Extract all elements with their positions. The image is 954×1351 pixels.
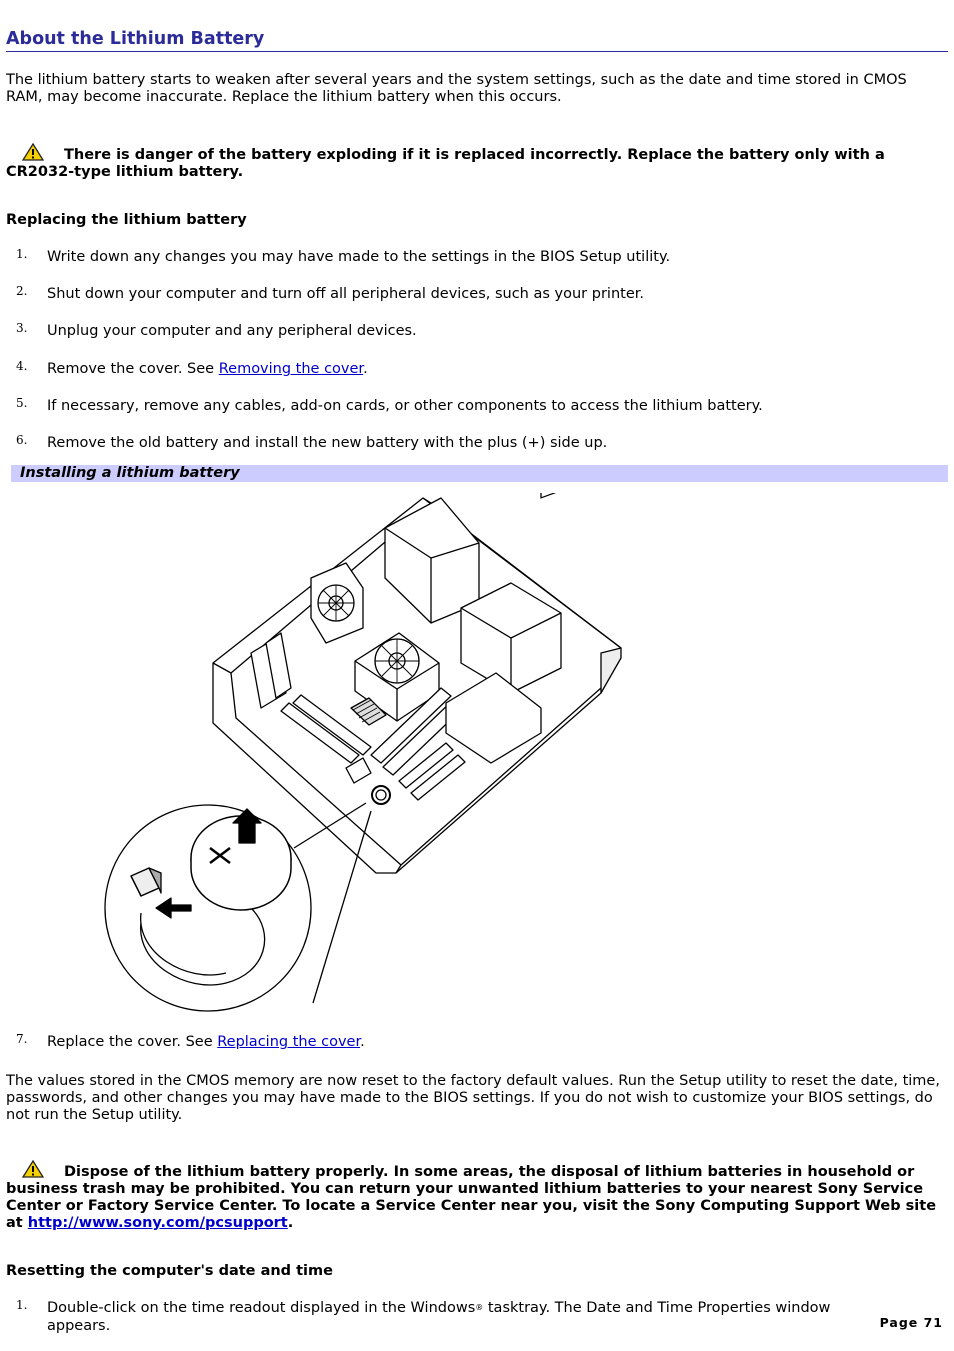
warning-text: Dispose of the lithium battery properly. In some areas, the disposal of lithium batteries in household or business trash may be prohibited. You can return your unwanted lithium batteries to your nearest Sony Service Center or Factory Service Center. To locate a Service Center near you, visit the Sony Computing Support Web site at — [6, 1164, 937, 1231]
step-number: 5. — [16, 396, 28, 410]
step-text-prefix: Remove the cover. See — [47, 361, 219, 377]
intro-paragraph: The lithium battery starts to weaken after several years and the system settings, such as the date and time stored in CMOS RAM, may become inaccurate. Replace the lithium battery when this occurs. — [6, 72, 907, 105]
step-number: 1. — [16, 1298, 28, 1312]
step-number: 7. — [16, 1032, 28, 1046]
registered-mark: ® — [475, 1303, 484, 1312]
step-number: 6. — [16, 433, 28, 447]
warning-battery-type — [6, 143, 948, 181]
sony-support-link[interactable]: http://www.sony.com/pcsupport — [27, 1215, 288, 1231]
step-text — [47, 360, 877, 378]
step-text-prefix: Replace the cover. See — [47, 1034, 218, 1050]
page-title: About the Lithium Battery — [6, 29, 948, 52]
warning-disposal — [6, 1160, 948, 1232]
step-text — [47, 1033, 877, 1051]
removing-cover-link[interactable]: Removing the cover — [218, 361, 364, 377]
step-text: Unplug your computer and any peripheral devices. — [47, 323, 417, 339]
figure-caption-text: Installing a lithium battery — [20, 465, 240, 481]
step-number: 1. — [16, 247, 28, 261]
section-heading-resetting: Resetting the computer's date and time — [6, 1263, 333, 1279]
step-text: If necessary, remove any cables, add-on cards, or other components to access the lithium battery. — [47, 398, 763, 414]
battery-installation-illustration — [101, 493, 631, 1022]
step-text — [47, 1299, 877, 1335]
step-number: 2. — [16, 284, 28, 298]
step-text: Shut down your computer and turn off all peripheral devices, such as your printer. — [47, 286, 644, 302]
step-text-suffix: . — [360, 1034, 365, 1050]
step-text-suffix: . — [363, 361, 368, 377]
step-text-prefix: Double-click on the time readout displayed in the Windows — [47, 1300, 476, 1316]
replacing-cover-link[interactable]: Replacing the cover — [217, 1034, 361, 1050]
figure-caption — [11, 465, 948, 482]
step-number: 4. — [16, 359, 28, 373]
reset-values-paragraph: The values stored in the CMOS memory are now reset to the factory default values. Run the Setup utility to reset the date, time, passwords, and other changes you may have made to the BIOS settings. If you do not wish to customize your BIOS settings, do not run the Setup utility. — [6, 1073, 940, 1123]
step-text: Write down any changes you may have made to the settings in the BIOS Setup utility. — [47, 249, 671, 265]
warning-end-punct: . — [287, 1215, 294, 1231]
warning-text: There is danger of the battery exploding if it is replaced incorrectly. Replace the battery only with a CR2032-type lithium battery. — [6, 147, 885, 180]
step-number: 3. — [16, 321, 28, 335]
warning-icon — [22, 143, 44, 161]
warning-icon — [22, 1160, 44, 1178]
step-text: Remove the old battery and install the new battery with the plus (+) side up. — [47, 435, 608, 451]
step-text-suffix: tasktray. The Date and Time Properties window appears. — [47, 1300, 831, 1334]
section-heading-replacing: Replacing the lithium battery — [6, 212, 247, 228]
page-number: Page 71 — [879, 1315, 943, 1330]
